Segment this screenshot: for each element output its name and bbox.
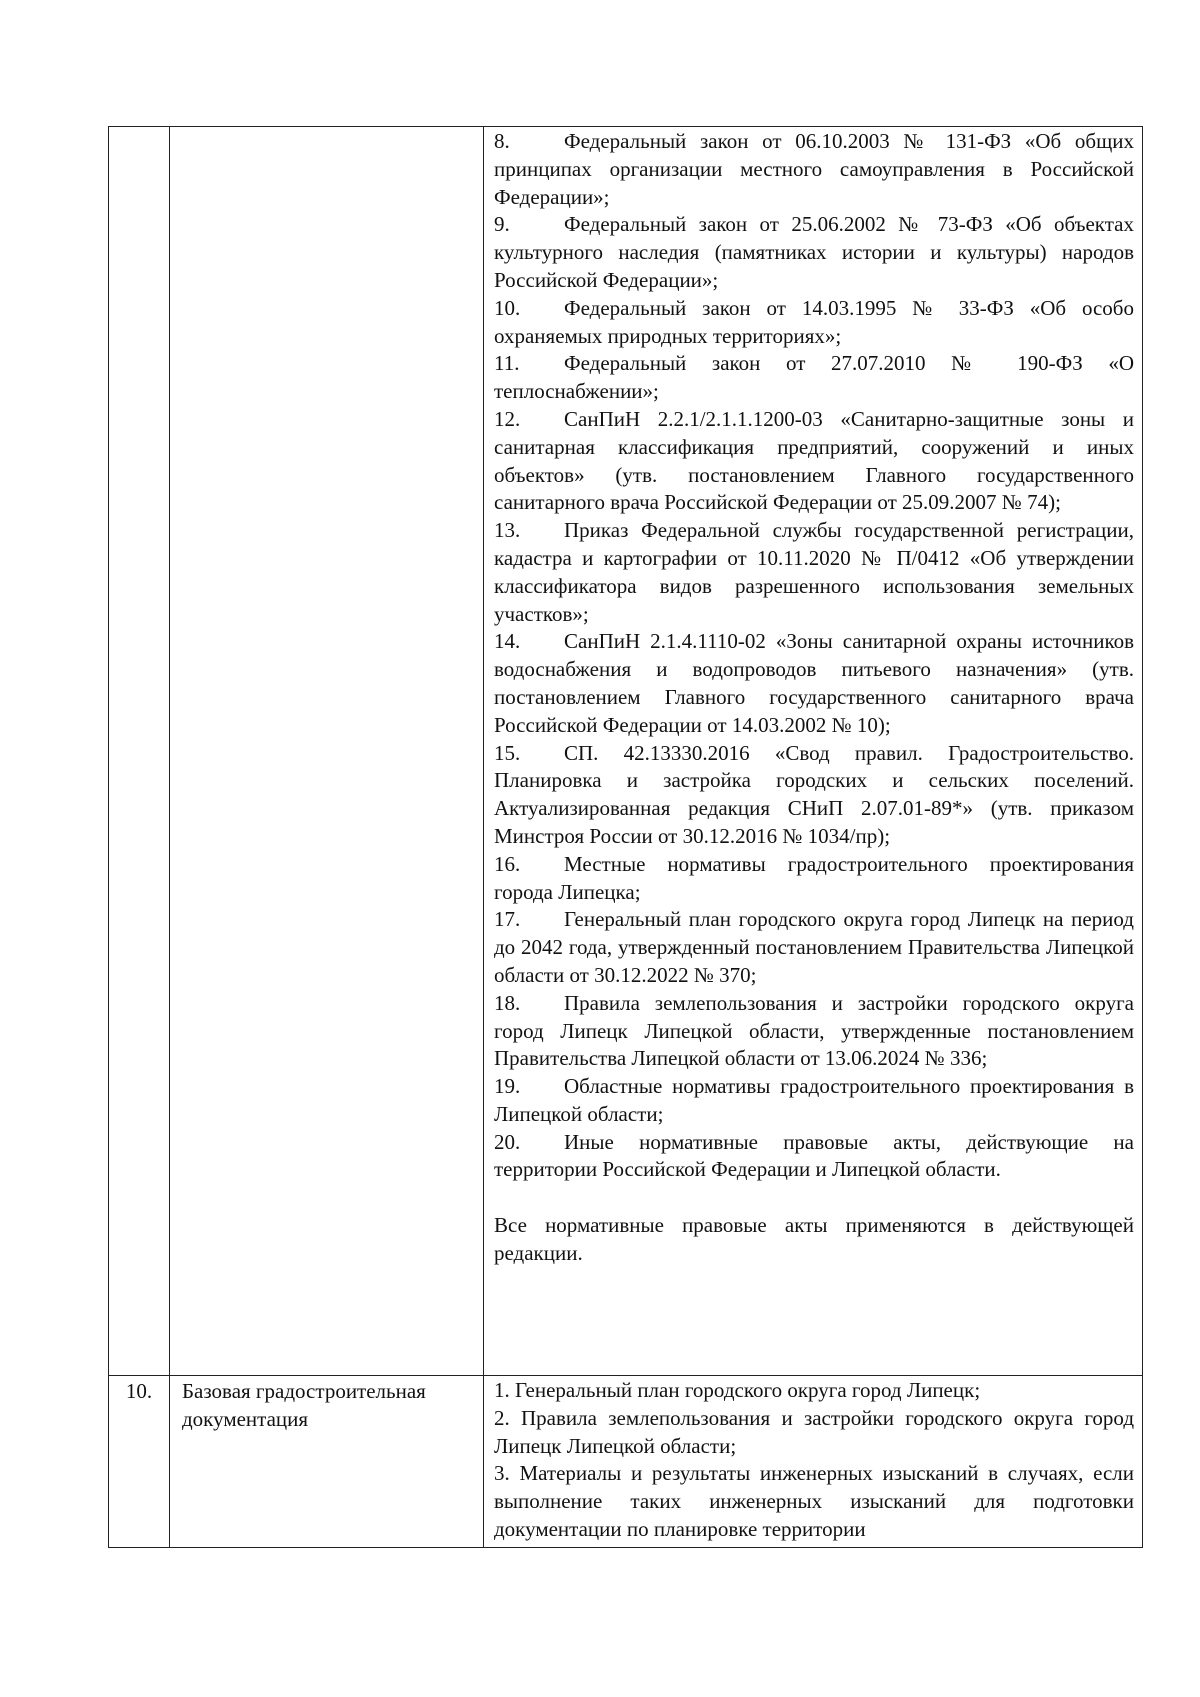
row-number-cell: 10. xyxy=(109,1376,170,1548)
legal-act-item xyxy=(494,517,1134,628)
legal-act-number: 17. xyxy=(494,907,521,932)
legal-act-number: 8. xyxy=(494,129,510,153)
legal-act-text: Федеральный закон от 06.10.2003 № 131-ФЗ «Об общих принципах организации местного самоуправления в Российской Федерации»; xyxy=(494,129,1134,209)
legal-act-number: 9. xyxy=(494,212,510,237)
base-document-item: 1. Генеральный план городского округа город Липецк; xyxy=(494,1378,981,1402)
table-row xyxy=(109,127,1143,1376)
legal-act-number: 11. xyxy=(494,351,520,376)
legal-act-item xyxy=(494,851,1134,907)
legal-act-text: СП. 42.13330.2016 «Свод правил. Градостроительство. Планировка и застройка городских и сельских поселений. Актуализированная редакция СНиП 2.07.01-89*» (утв. приказом Минстроя России от 30.12.2016 № 1034/пр); xyxy=(494,740,1134,848)
legal-act-text: Местные нормативы градостроительного проектирования города Липецка; xyxy=(494,851,1134,904)
legal-act-number: 13. xyxy=(494,518,521,543)
base-documents-list xyxy=(494,1377,1134,1544)
legal-act-item xyxy=(494,906,1134,989)
legal-act-number: 10. xyxy=(494,295,521,320)
row-name-cell xyxy=(170,127,484,1376)
legal-act-item xyxy=(494,1073,1134,1129)
legal-act-item xyxy=(494,740,1134,851)
legal-act-number: 12. xyxy=(494,406,521,431)
legal-act-text: Федеральный закон от 27.07.2010 № 190-ФЗ «О теплоснабжении»; xyxy=(494,351,1134,404)
legal-act-number: 19. xyxy=(494,1074,521,1099)
row-value-cell xyxy=(484,1376,1143,1548)
base-document-item: 3. Материалы и результаты инженерных изысканий в случаях, если выполнение таких инженерных изысканий для подготовки документации по планировке территории xyxy=(494,1461,1134,1541)
row-number-cell xyxy=(109,127,170,1376)
legal-act-text: Приказ Федеральной службы государственной регистрации, кадастра и картографии от 10.11.2020 № П/0412 «Об утверждении классификатора видов разрешенного использования земельных участков»; xyxy=(494,518,1134,626)
legal-act-text: Федеральный закон от 14.03.1995 № 33-ФЗ «Об особо охраняемых природных территориях»; xyxy=(494,295,1134,348)
legal-act-item xyxy=(494,406,1134,517)
legal-act-text: Областные нормативы градостроительного проектирования в Липецкой области; xyxy=(494,1074,1134,1126)
legal-act-text: Федеральный закон от 25.06.2002 № 73-ФЗ «Об объектах культурного наследия (памятниках истории и культуры) народов Российской Федерации»; xyxy=(494,212,1134,292)
legal-act-text: Иные нормативные правовые акты, действующие на территории Российской Федерации и Липецкой области. xyxy=(494,1129,1134,1182)
legal-act-text: Генеральный план городского округа город Липецк на период до 2042 года, утвержденный постановлением Правительства Липецкой области от 30.12.2022 № 370; xyxy=(494,907,1134,987)
legal-act-number: 16. xyxy=(494,851,521,876)
requirements-table xyxy=(108,126,1143,1548)
legal-act-item xyxy=(494,128,1134,211)
table-row xyxy=(109,1376,1143,1548)
legal-act-text: СанПиН 2.1.4.1110-02 «Зоны санитарной охраны источников водоснабжения и водопроводов питьевого назначения» (утв. постановлением Главного государственного санитарного врача Российской Федерации от 14.03.2002 № 10); xyxy=(494,629,1134,737)
base-document-item: 2. Правила землепользования и застройки городского округа город Липецк Липецкой области; xyxy=(494,1405,1134,1458)
legal-act-text: Правила землепользования и застройки городского округа город Липецк Липецкой области, утвержденные постановлением Правительства Липецкой области от 13.06.2024 № 336; xyxy=(494,990,1134,1071)
blank-line xyxy=(494,1184,1134,1212)
legal-act-text: СанПиН 2.2.1/2.1.1.1200-03 «Санитарно-защитные зоны и санитарная классификация предприятий, сооружений и иных объектов» (утв. постановлением Главного государственного санитарного врача Российской Федерации от 25.09.2007 № 74); xyxy=(494,406,1134,515)
legal-act-item xyxy=(494,295,1134,351)
legal-act-number: 18. xyxy=(494,990,521,1015)
legal-act-item xyxy=(494,211,1134,294)
legal-act-item xyxy=(494,628,1134,739)
legal-acts-list xyxy=(494,128,1134,1184)
row-value-cell xyxy=(484,127,1143,1376)
legal-act-item xyxy=(494,350,1134,406)
legal-act-number: 14. xyxy=(494,629,521,654)
legal-act-item xyxy=(494,1129,1134,1185)
legal-act-item xyxy=(494,990,1134,1073)
note-paragraph: Все нормативные правовые акты применяются в действующей редакции. xyxy=(494,1213,1134,1265)
legal-act-number: 20. xyxy=(494,1129,521,1154)
legal-act-number: 15. xyxy=(494,740,521,765)
row-name-cell: Базовая градостроительная документация xyxy=(170,1376,484,1548)
